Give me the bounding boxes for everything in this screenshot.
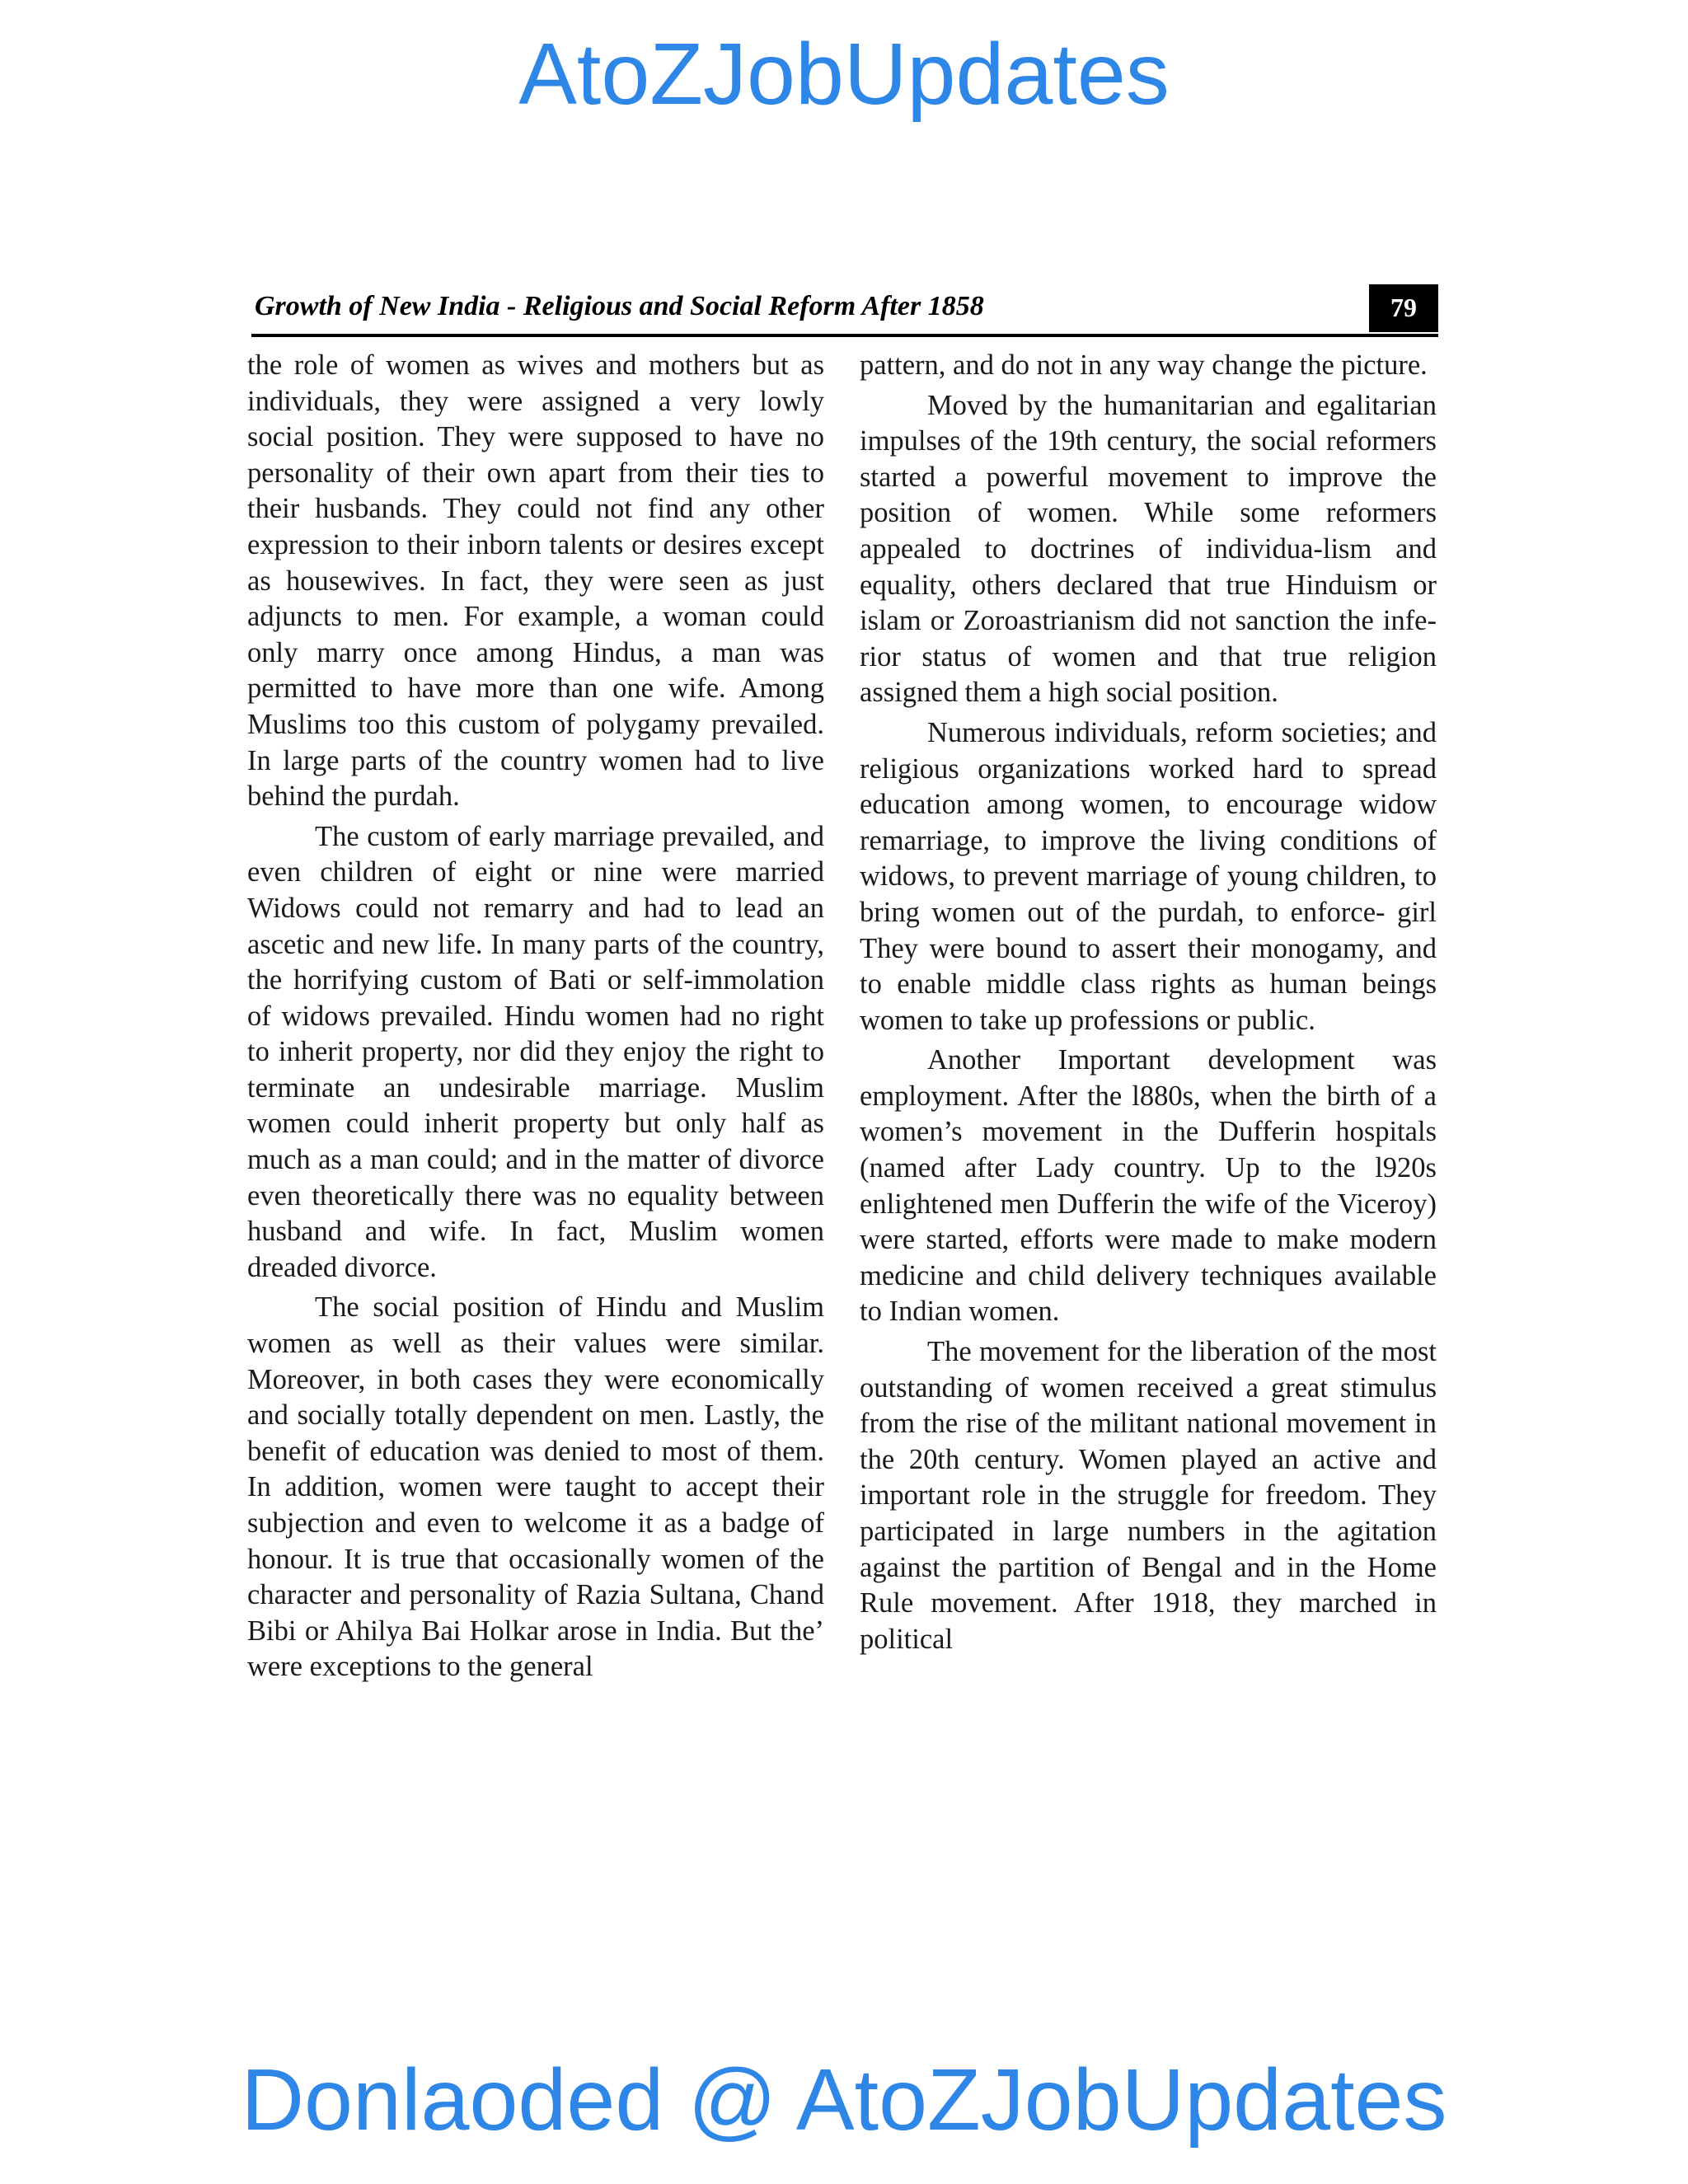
paragraph: pattern, and do not in any way change the picture. [860,349,1428,381]
right-column [860,348,1437,1661]
paragraph: The social position of Hindu and Muslim women as well as their values were similar. Moreover, in both cases they were economically and socially totally dependent on men. Lastly, the benefit of education was denied to most of them. In addition, women were taught to accept their subjection and even to welcome it as a badge of honour. It is true that occasionally women of the character and personality of Razia Sultana, Chand Bibi or Ahilya Bai Holkar arose in India. But the’ were exceptions to the general [247,1291,824,1683]
watermark-bottom: Donlaoded @ AtoZJobUpdates [241,2051,1447,2149]
page-number: 79 [1369,284,1438,332]
paragraph: The movement for the liberation of the most outstanding of women received a great stimulus from the rise of the militant national movement in the 20th century. Women played an active and important role in the struggle for freedom. They participated in large numbers in the agitation against the partition of Bengal and in the Home Rule movement. After 1918, they marched in political [860,1336,1437,1655]
paragraph: the role of women as wives and mothers but as individuals, they were assigned a very lowly social position. They were supposed to have no personality of their own apart from their ties to their husbands. They could not find any other expression to their inborn talents or desires except as housewives. In fact, they were seen as just adjuncts to men. For example, a woman could only marry once among Hindus, a man was permitted to have more than one wife. Among Muslims too this custom of polygamy prevailed. In large parts of the country women had to live behind the purdah. [247,349,824,813]
left-column [247,348,824,1690]
header-title: Growth of New India - Religious and Social Reform After 1858 [255,291,984,321]
paragraph: Moved by the humanitarian and egalitarian impulses of the 19th century, the social reformers started a powerful movement to improve the position of women. While some reformers appealed to doctrines of individua-lism and equality, others declared that true Hinduism or islam or Zoroastrianism did not sanction the infe-rior status of women and that true religion assigned them a high social position. [860,389,1437,709]
paragraph: Numerous individuals, reform societies; and religious organizations worked hard to spread education among women, to encourage widow remarriage, to improve the living conditions of widows, to prevent marriage of young children, to bring women out of the purdah, to enforce- girl They were bound to assert their monogamy, and to enable middle class rights as human beings women to take up professions or public. [860,716,1437,1036]
paragraph: The custom of early marriage prevailed, and even children of eight or nine were married Widows could not remarry and had to lead an ascetic and new life. In many parts of the country, the horrifying custom of Bati or self-immolation of widows prevailed. Hindu women had no right to inherit property, nor did they enjoy the right to terminate an undesirable marriage. Muslim women could inherit property but only half as much as a man could; and in the matter of divorce even theoretically there was no equality between husband and wife. In fact, Muslim women dreaded divorce. [247,820,824,1283]
paragraph: Another Important development was employment. After the l880s, when the birth of a women’s movement in the Dufferin hospitals (named after Lady country. Up to the l920s enlightened men Dufferin the wife of the Viceroy) were started, efforts were made to make modern medicine and child delivery techniques available to Indian women. [860,1044,1437,1328]
running-header [251,284,1438,337]
watermark-top: AtoZJobUpdates [518,26,1170,123]
